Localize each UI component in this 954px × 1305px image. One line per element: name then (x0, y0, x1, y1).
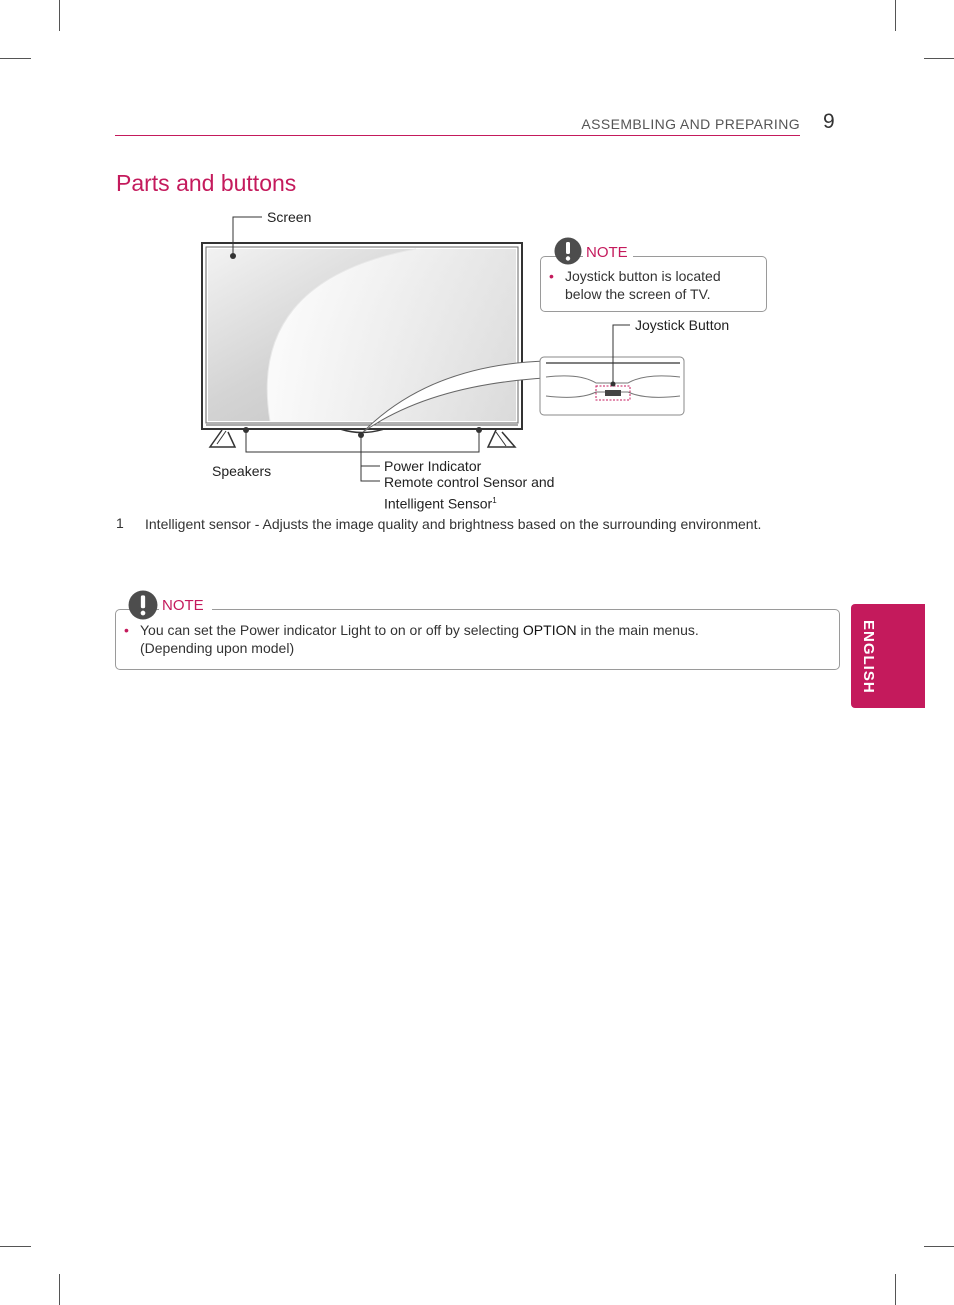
note-text (124, 621, 824, 657)
label-remote-sensor-line2 (384, 492, 497, 513)
language-tab-label: ENGLISH (860, 620, 877, 694)
menu-option-name: OPTION (522, 622, 577, 638)
label-remote-sensor-text: Intelligent Sensor (384, 495, 493, 512)
exclamation-circle-icon (128, 590, 158, 620)
footnote-ref: 1 (492, 496, 497, 505)
note-line: You can set the Power indicator Light to on or off by selecting (140, 622, 523, 638)
footnote-number: 1 (116, 515, 124, 531)
bullet: • (124, 622, 129, 638)
label-power-indicator: Power Indicator (384, 458, 482, 474)
label-joystick-button: Joystick Button (635, 317, 730, 333)
page-number: 9 (823, 110, 835, 133)
note-title: NOTE (583, 244, 633, 261)
footnote-text: Intelligent sensor - Adjusts the image quality and brightness based on the surrounding environment. (145, 516, 762, 532)
page-title: Parts and buttons (116, 170, 297, 196)
note-line: Joystick button is located (565, 268, 721, 284)
crop-mark (59, 1274, 60, 1305)
header-section-title: ASSEMBLING AND PREPARING (581, 116, 800, 132)
note-line: (Depending upon model) (140, 640, 295, 656)
crop-mark (924, 1246, 954, 1247)
note-title: NOTE (159, 597, 212, 614)
label-speakers: Speakers (212, 463, 272, 479)
crop-mark (895, 1274, 896, 1305)
bullet: • (549, 268, 554, 284)
label-screen: Screen (267, 209, 312, 225)
note-text (549, 267, 759, 303)
crop-mark (0, 1246, 31, 1247)
exclamation-circle-icon (554, 237, 582, 265)
note-line: below the screen of TV. (565, 286, 711, 302)
label-remote-sensor-line1: Remote control Sensor and (384, 474, 555, 490)
note-line: in the main menus. (576, 622, 699, 638)
